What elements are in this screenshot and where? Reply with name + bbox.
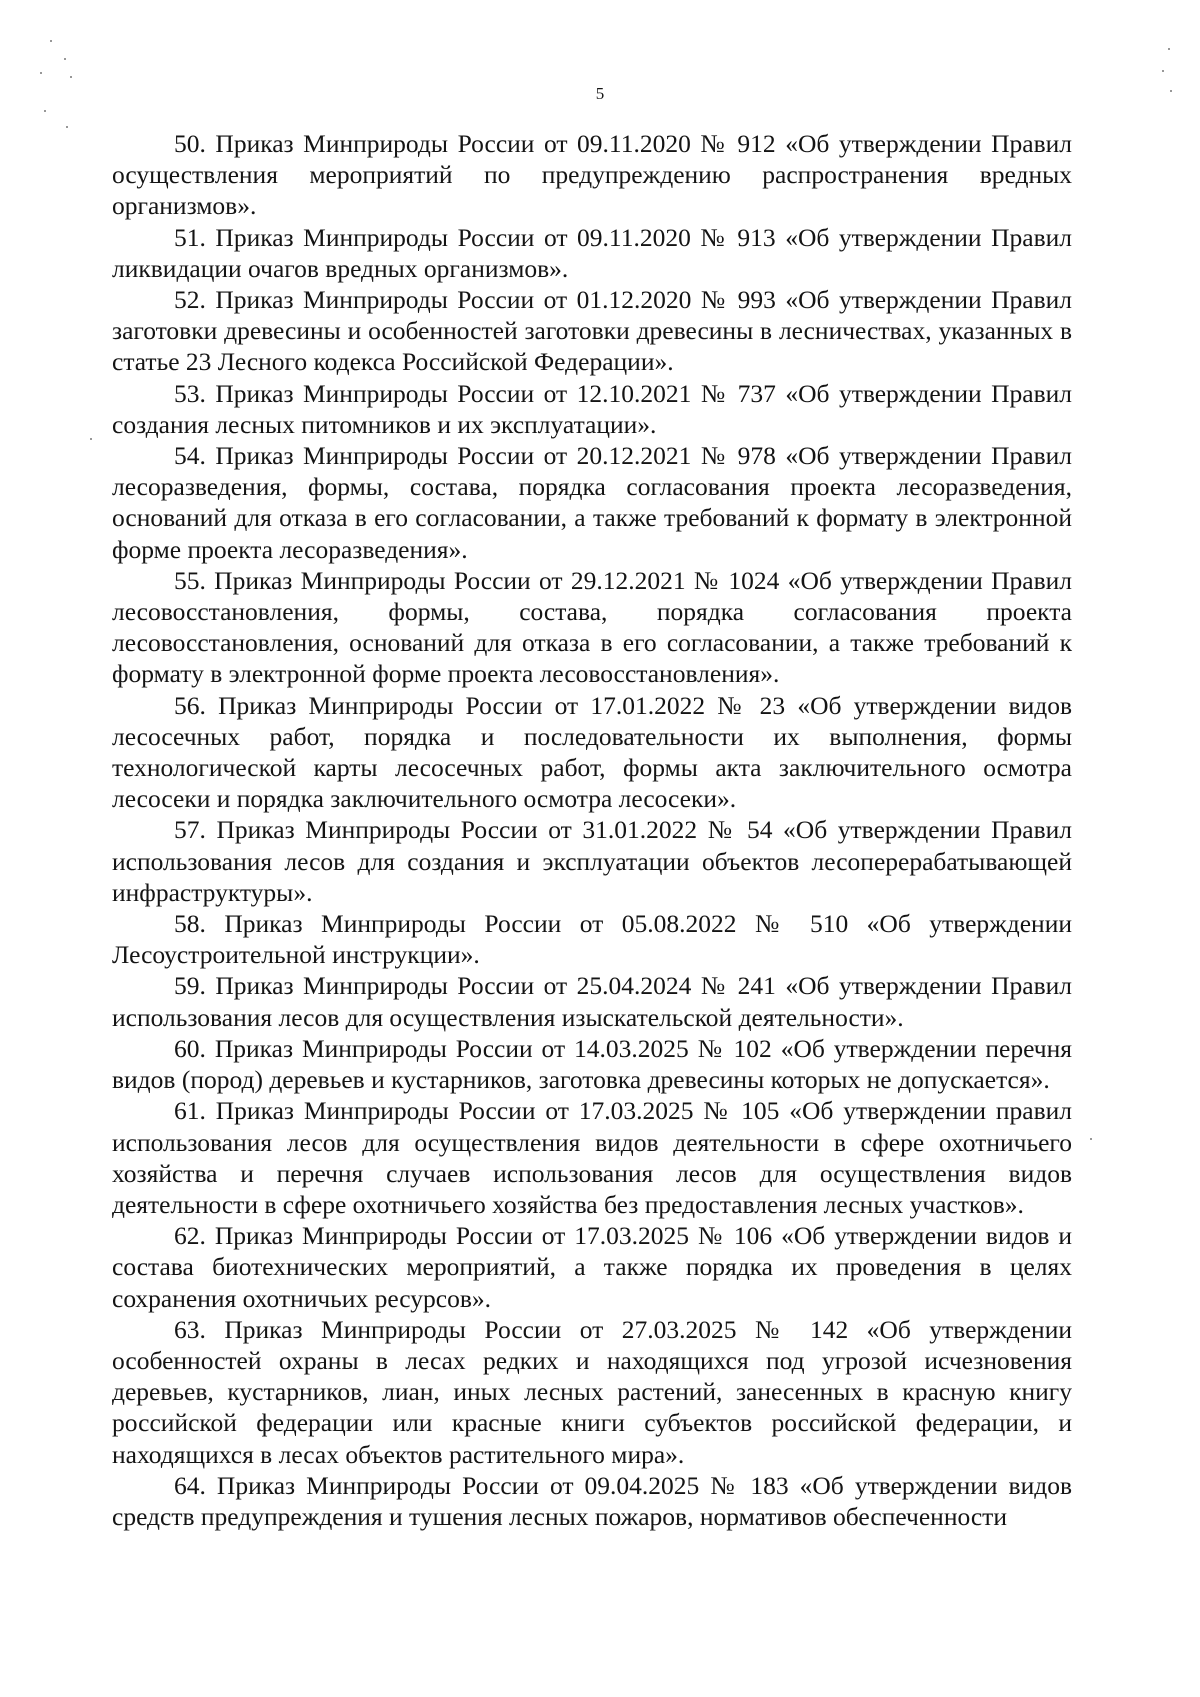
- scan-speck: [64, 58, 66, 60]
- list-item: [112, 814, 1072, 908]
- document-body: [112, 128, 1072, 1532]
- item-number: 50.: [174, 129, 206, 158]
- item-text: Приказ Минприроды России от 27.03.2025 № 142 «Об утверждении особенностей охраны в лесах редких и находящихся под угрозой исчезновения деревьев, кустарников, лиан, иных лесных растений, занесенных в красную книгу российской федерации или красные книги субъектов российской федерации, и находящихся в лесах объектов растительного мира».: [112, 1314, 1072, 1469]
- list-item: [112, 565, 1072, 690]
- item-text: Приказ Минприроды России от 12.10.2021 № 737 «Об утверждении Правил создания лесных питомников и их эксплуатации».: [112, 378, 1073, 439]
- list-item: [112, 1470, 1072, 1532]
- scan-speck: [1168, 48, 1170, 50]
- scan-speck: [1170, 90, 1172, 92]
- item-text: Приказ Минприроды России от 05.08.2022 № 510 «Об утверждении Лесоустроительной инструкции».: [112, 909, 1072, 970]
- scan-speck: [50, 40, 52, 42]
- item-text: Приказ Минприроды России от 25.04.2024 № 241 «Об утверждении Правил использования лесов для осуществления изыскательской деятельности».: [112, 971, 1073, 1032]
- list-item: [112, 1220, 1072, 1314]
- list-item: [112, 1095, 1072, 1220]
- item-text: Приказ Минприроды России от 09.11.2020 № 913 «Об утверждении Правил ликвидации очагов вредных организмов».: [112, 222, 1073, 283]
- item-number: 58.: [174, 909, 206, 939]
- scan-speck: [90, 438, 92, 440]
- item-text: Приказ Минприроды России от 17.03.2025 № 106 «Об утверждении видов и состава биотехнических мероприятий, а также порядка их проведения в целях сохранения охотничьих ресурсов».: [112, 1221, 1073, 1313]
- item-text: Приказ Минприроды России от 20.12.2021 № 978 «Об утверждении Правил лесоразведения, формы, состава, порядка согласования проекта лесоразведения, оснований для отказа в его согласовании, а также требований к формату в электронной форме проекта лесоразведения».: [112, 441, 1073, 564]
- item-text: Приказ Минприроды России от 17.03.2025 № 105 «Об утверждении правил использования лесов для осуществления видов деятельности в сфере охотничьего хозяйства и перечня случаев использования лесов для осуществления видов деятельности в сфере охотничьего хозяйства без предоставления лесных участков».: [112, 1096, 1073, 1219]
- item-number: 61.: [174, 1096, 206, 1126]
- list-item: [112, 440, 1072, 565]
- scan-speck: [40, 72, 42, 74]
- item-text: Приказ Минприроды России от 01.12.2020 № 993 «Об утверждении Правил заготовки древесины и особенностей заготовки древесины в лесничествах, указанных в статье 23 Лесного кодекса Российской Федерации».: [112, 285, 1073, 377]
- item-text: Приказ Минприроды России от 09.11.2020 № 912 «Об утверждении Правил осуществления мероприятий по предупреждению распространения вредных организмов».: [112, 129, 1073, 221]
- list-item: [112, 378, 1072, 440]
- list-item: [112, 908, 1072, 970]
- scan-speck: [1162, 70, 1164, 72]
- scan-speck: [70, 76, 72, 78]
- list-item: [112, 970, 1072, 1032]
- scan-speck: [44, 110, 46, 112]
- item-number: 63.: [174, 1314, 206, 1344]
- list-item: [112, 284, 1072, 378]
- list-item: [112, 128, 1072, 222]
- list-item: [112, 222, 1072, 284]
- item-number: 62.: [174, 1221, 206, 1251]
- item-text: Приказ Минприроды России от 29.12.2021 № 1024 «Об утверждении Правил лесовосстановления, формы, состава, порядка согласования проекта лесовосстановления, оснований для отказа в его согласовании, а также требований к формату в электронной форме проекта лесовосстановления».: [112, 565, 1073, 689]
- page-number: 5: [595, 84, 605, 103]
- item-number: 56.: [174, 690, 206, 720]
- item-text: Приказ Минприроды России от 17.01.2022 № 23 «Об утверждении видов лесосечных работ, порядка и последовательности их выполнения, формы технологической карты лесосечных работ, формы акта заключительного осмотра лесосеки и порядка заключительного осмотра лесосеки».: [112, 690, 1073, 814]
- list-item: [112, 690, 1072, 815]
- item-number: 60.: [174, 1033, 206, 1063]
- item-text: Приказ Минприроды России от 09.04.2025 № 183 «Об утверждении видов средств предупреждения и тушения лесных пожаров, нормативов обеспеченности: [112, 1470, 1073, 1531]
- item-number: 51.: [174, 222, 206, 252]
- item-number: 52.: [174, 285, 206, 315]
- scan-speck: [1090, 1138, 1092, 1140]
- item-number: 64.: [174, 1470, 206, 1500]
- item-number: 59.: [174, 971, 206, 1001]
- item-number: 54.: [174, 441, 206, 471]
- scan-speck: [66, 126, 68, 128]
- item-number: 57.: [174, 815, 206, 845]
- list-item: [112, 1314, 1072, 1470]
- list-item: [112, 1033, 1072, 1095]
- item-text: Приказ Минприроды России от 14.03.2025 № 102 «Об утверждении перечня видов (пород) деревьев и кустарников, заготовка древесины которых не допускается».: [112, 1033, 1073, 1095]
- item-number: 55.: [174, 565, 206, 595]
- item-text: Приказ Минприроды России от 31.01.2022 № 54 «Об утверждении Правил использования лесов для создания и эксплуатации объектов лесоперерабатывающей инфраструктуры».: [112, 815, 1072, 907]
- item-number: 53.: [174, 378, 206, 408]
